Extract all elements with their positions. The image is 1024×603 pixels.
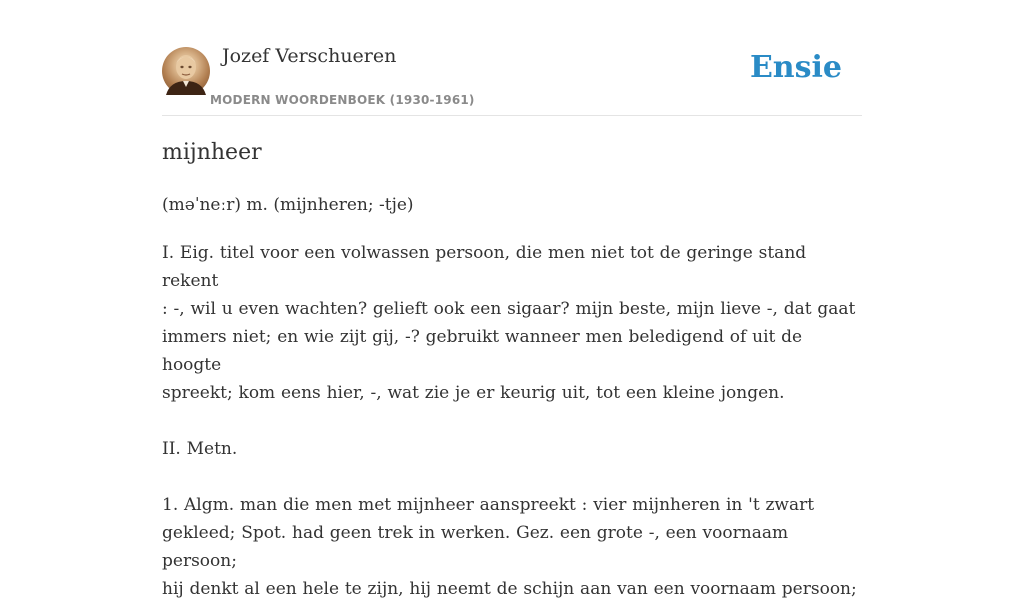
entry-header (162, 0, 862, 116)
sense-1-line: spreekt; kom eens hier, -, wat zie je er keurig uit, tot een kleine jongen. (162, 383, 785, 403)
sense-1-line: : -, wil u even wachten? gelieft ook een sigaar? mijn beste, mijn lieve -, dat gaat (162, 299, 856, 319)
brand-logo[interactable]: Ensie (749, 50, 842, 85)
author-avatar[interactable] (162, 47, 210, 95)
sense-1-line: immers niet; en wie zijt gij, -? gebruikt wanneer men beledigend of uit de hoogte (162, 327, 803, 375)
sense-1-line: I. Eig. titel voor een volwassen persoon, die men niet tot de geringe stand rekent (162, 243, 807, 291)
sense-2-1-line: gekleed; Spot. had geen trek in werken. Gez. een grote -, een voornaam persoon; (162, 523, 789, 571)
entry-container (162, 0, 862, 599)
definition-body (162, 239, 862, 603)
paragraph-gap (162, 463, 862, 491)
pronunciation: (məˈneːr) m. (mijnheren; -tje) (162, 195, 414, 215)
source-dictionary[interactable]: MODERN WOORDENBOEK (1930-1961) (210, 93, 475, 107)
headword-title: mijnheer (162, 140, 262, 165)
author-name[interactable]: Jozef Verschueren (222, 45, 397, 67)
sense-2-heading: II. Metn. (162, 439, 238, 459)
sense-2-1-line: hij denkt al een hele te zijn, hij neemt de schijn aan van een voornaam persoon; (162, 579, 857, 599)
sense-2-1-line: 1. Algm. man die men met mijnheer aanspreekt : vier mijnheren in 't zwart (162, 495, 815, 515)
portrait-icon (162, 47, 210, 95)
paragraph-gap (162, 407, 862, 435)
